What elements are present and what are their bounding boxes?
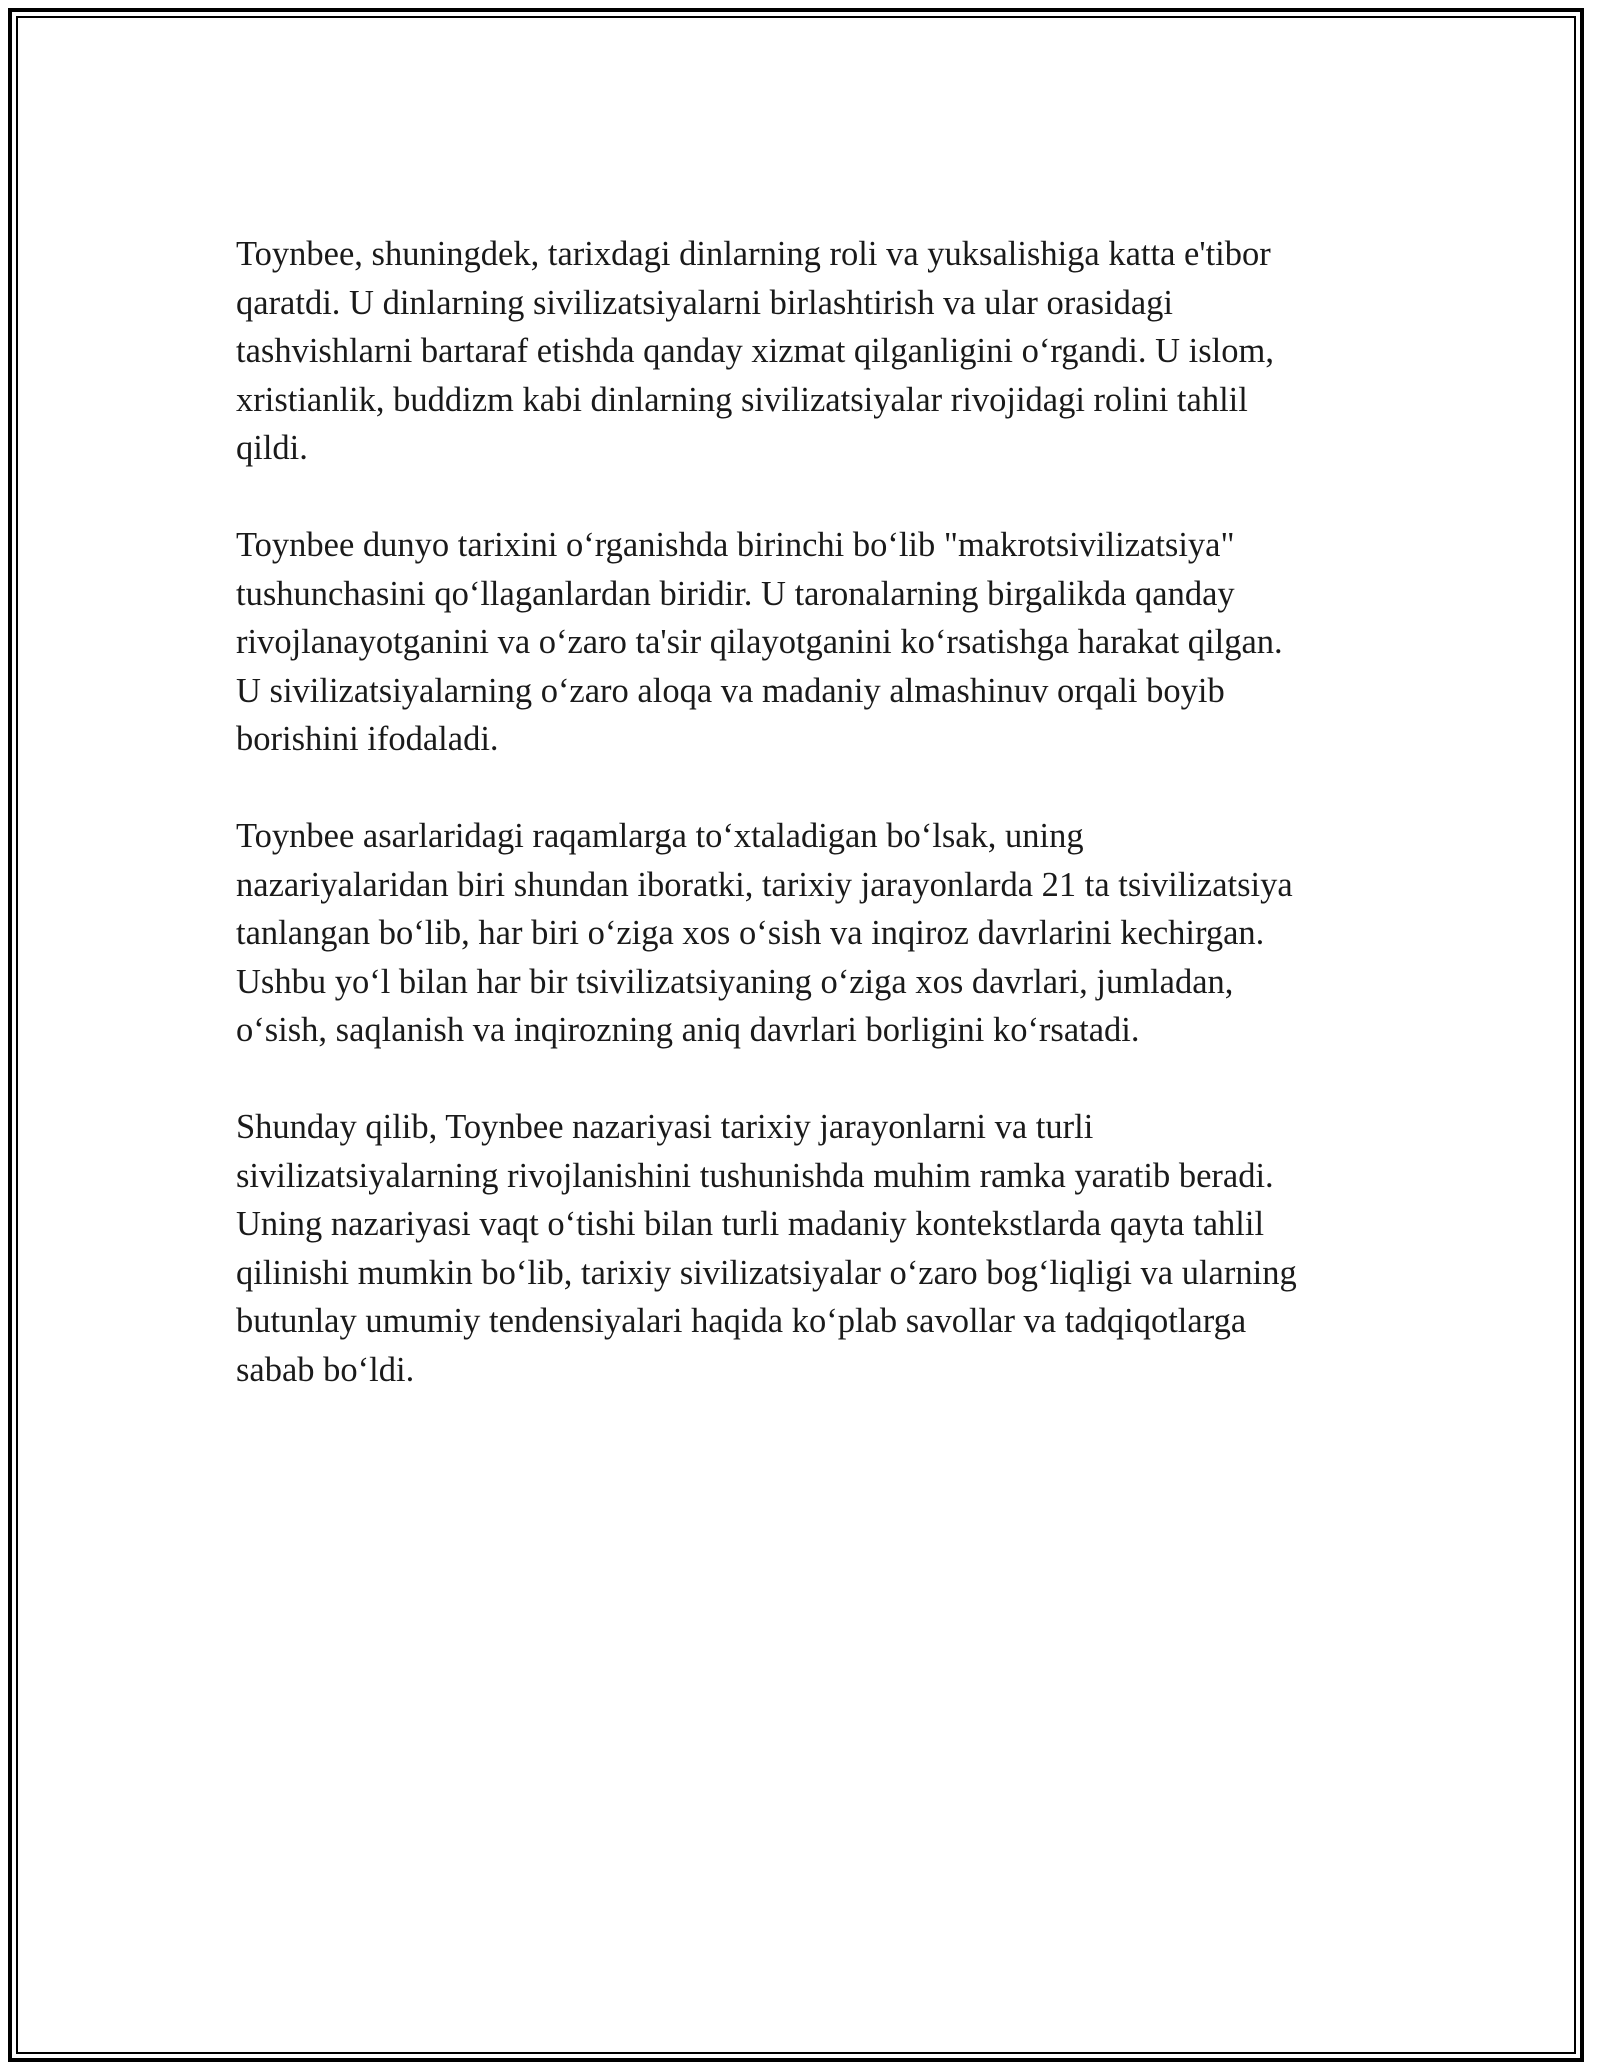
text-line: Toynbee asarlaridagi raqamlarga toʻxtaladigan boʻlsak, uning [236, 817, 1084, 855]
paragraph-civilization-count [236, 812, 1366, 1055]
paragraph-macrocivilization [236, 521, 1366, 764]
paragraph-conclusion [236, 1103, 1366, 1394]
text-line: U sivilizatsiyalarning oʻzaro aloqa va madaniy almashinuv orqali boyib [236, 671, 1225, 710]
text-line: oʻsish, saqlanish va inqirozning aniq davrlari borligini koʻrsatadi. [236, 1011, 1140, 1049]
text-line: butunlay umumiy tendensiyalari haqida koʻplab savollar va tadqiqotlarga [236, 1302, 1247, 1340]
text-line: qilinishi mumkin boʻlib, tarixiy sivilizatsiyalar oʻzaro bogʻliqligi va ularning [236, 1253, 1297, 1292]
text-line: borishini ifodaladi. [236, 720, 499, 758]
text-line: Uning nazariyasi vaqt oʻtishi bilan turli madaniy kontekstlarda qayta tahlil [236, 1205, 1265, 1243]
text-line: rivojlanayotganini va oʻzaro ta'sir qilayotganini koʻrsatishga harakat qilgan. [236, 623, 1283, 661]
text-line: sabab boʻldi. [236, 1350, 415, 1389]
paragraph-religion-role [236, 230, 1366, 473]
text-line: tanlangan boʻlib, har biri oʻziga xos oʻsish va inqiroz davrlarini kechirgan. [236, 914, 1265, 952]
text-line: qaratdi. U dinlarning sivilizatsiyalarni birlashtirish va ular orasidagi [236, 283, 1174, 322]
text-line: xristianlik, buddizm kabi dinlarning sivilizatsiyalar rivojidagi rolini tahlil [236, 380, 1248, 419]
text-line: Ushbu yoʻl bilan har bir tsivilizatsiyaning oʻziga xos davrlari, jumladan, [236, 962, 1234, 1001]
text-line: Shunday qilib, Toynbee nazariyasi tarixiy jarayonlarni va turli [236, 1108, 1094, 1146]
text-line: qildi. [236, 429, 308, 467]
text-line: tashvishlarni bartaraf etishda qanday xizmat qilganligini oʻrgandi. U islom, [236, 332, 1274, 370]
text-line: Toynbee, shuningdek, tarixdagi dinlarning roli va yuksalishiga katta e'tibor [236, 235, 1271, 273]
text-line: tushunchasini qoʻllaganlardan biridir. U taronalarning birgalikda qanday [236, 574, 1235, 613]
text-line: Toynbee dunyo tarixini oʻrganishda birinchi boʻlib "makrotsivilizatsiya" [236, 526, 1235, 564]
text-line: nazariyalaridan biri shundan iboratki, tarixiy jarayonlarda 21 ta tsivilizatsiya [236, 865, 1293, 904]
text-line: sivilizatsiyalarning rivojlanishini tushunishda muhim ramka yaratib beradi. [236, 1156, 1274, 1195]
document-body [236, 230, 1366, 1443]
